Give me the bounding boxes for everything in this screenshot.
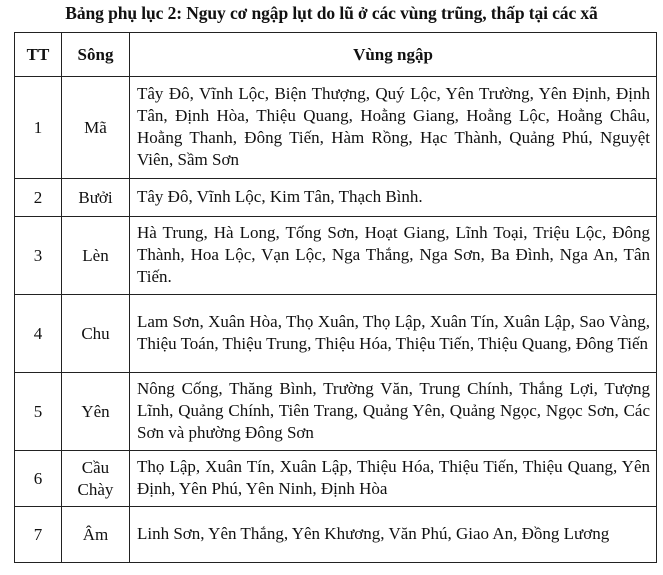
table-row: [15, 507, 657, 563]
table-title: Bảng phụ lục 2: Nguy cơ ngập lụt do lũ ở các vùng trũng, thấp tại các xã: [65, 3, 598, 23]
header-tt: TT: [15, 33, 62, 77]
cell-song: Âm: [62, 507, 130, 563]
cell-song: Mã: [62, 77, 130, 179]
header-row: [15, 33, 657, 77]
cell-song: Yên: [62, 373, 130, 451]
flood-risk-table: [14, 32, 657, 563]
cell-tt: 6: [15, 451, 62, 507]
cell-tt: 4: [15, 295, 62, 373]
header-song: Sông: [62, 33, 130, 77]
table-row: [15, 217, 657, 295]
table-row: [15, 77, 657, 179]
cell-vung-ngap: Nông Cống, Thăng Bình, Trường Văn, Trung Chính, Thắng Lợi, Tượng Lĩnh, Quảng Chính, Tiên Trang, Quảng Yên, Quảng Ngọc, Ngọc Sơn, Các Sơn và phường Đông Sơn: [130, 373, 657, 451]
table-row: [15, 451, 657, 507]
cell-tt: 5: [15, 373, 62, 451]
cell-vung-ngap: Thọ Lập, Xuân Tín, Xuân Lập, Thiệu Hóa, Thiệu Tiến, Thiệu Quang, Yên Định, Yên Phú, Yên Ninh, Định Hòa: [130, 451, 657, 507]
cell-song: Lèn: [62, 217, 130, 295]
cell-vung-ngap: Tây Đô, Vĩnh Lộc, Kim Tân, Thạch Bình.: [130, 179, 657, 217]
table-row: [15, 179, 657, 217]
cell-vung-ngap: Tây Đô, Vĩnh Lộc, Biện Thượng, Quý Lộc, Yên Trường, Yên Định, Định Tân, Định Hòa, Thiệu Quang, Hoằng Giang, Hoằng Lộc, Hoằng Châu, Hoằng Thanh, Đông Tiến, Hàm Rồng, Hạc Thành, Quảng Phú, Nguyệt Viên, Sầm Sơn: [130, 77, 657, 179]
table-row: [15, 295, 657, 373]
cell-tt: 3: [15, 217, 62, 295]
cell-song: Chu: [62, 295, 130, 373]
table-row: [15, 373, 657, 451]
cell-song: Cầu Chày: [62, 451, 130, 507]
cell-song: Bưởi: [62, 179, 130, 217]
cell-tt: 7: [15, 507, 62, 563]
header-vung-ngap: Vùng ngập: [130, 33, 657, 77]
cell-vung-ngap: Hà Trung, Hà Long, Tống Sơn, Hoạt Giang, Lĩnh Toại, Triệu Lộc, Đông Thành, Hoa Lộc, Vạn Lộc, Nga Thắng, Nga Sơn, Ba Đình, Nga An, Tân Tiến.: [130, 217, 657, 295]
cell-vung-ngap: Lam Sơn, Xuân Hòa, Thọ Xuân, Thọ Lập, Xuân Tín, Xuân Lập, Sao Vàng, Thiệu Toán, Thiệu Trung, Thiệu Hóa, Thiệu Tiến, Thiệu Quang, Đông Tiến: [130, 295, 657, 373]
cell-tt: 2: [15, 179, 62, 217]
cell-tt: 1: [15, 77, 62, 179]
cell-vung-ngap: Linh Sơn, Yên Thắng, Yên Khương, Văn Phú, Giao An, Đồng Lương: [130, 507, 657, 563]
